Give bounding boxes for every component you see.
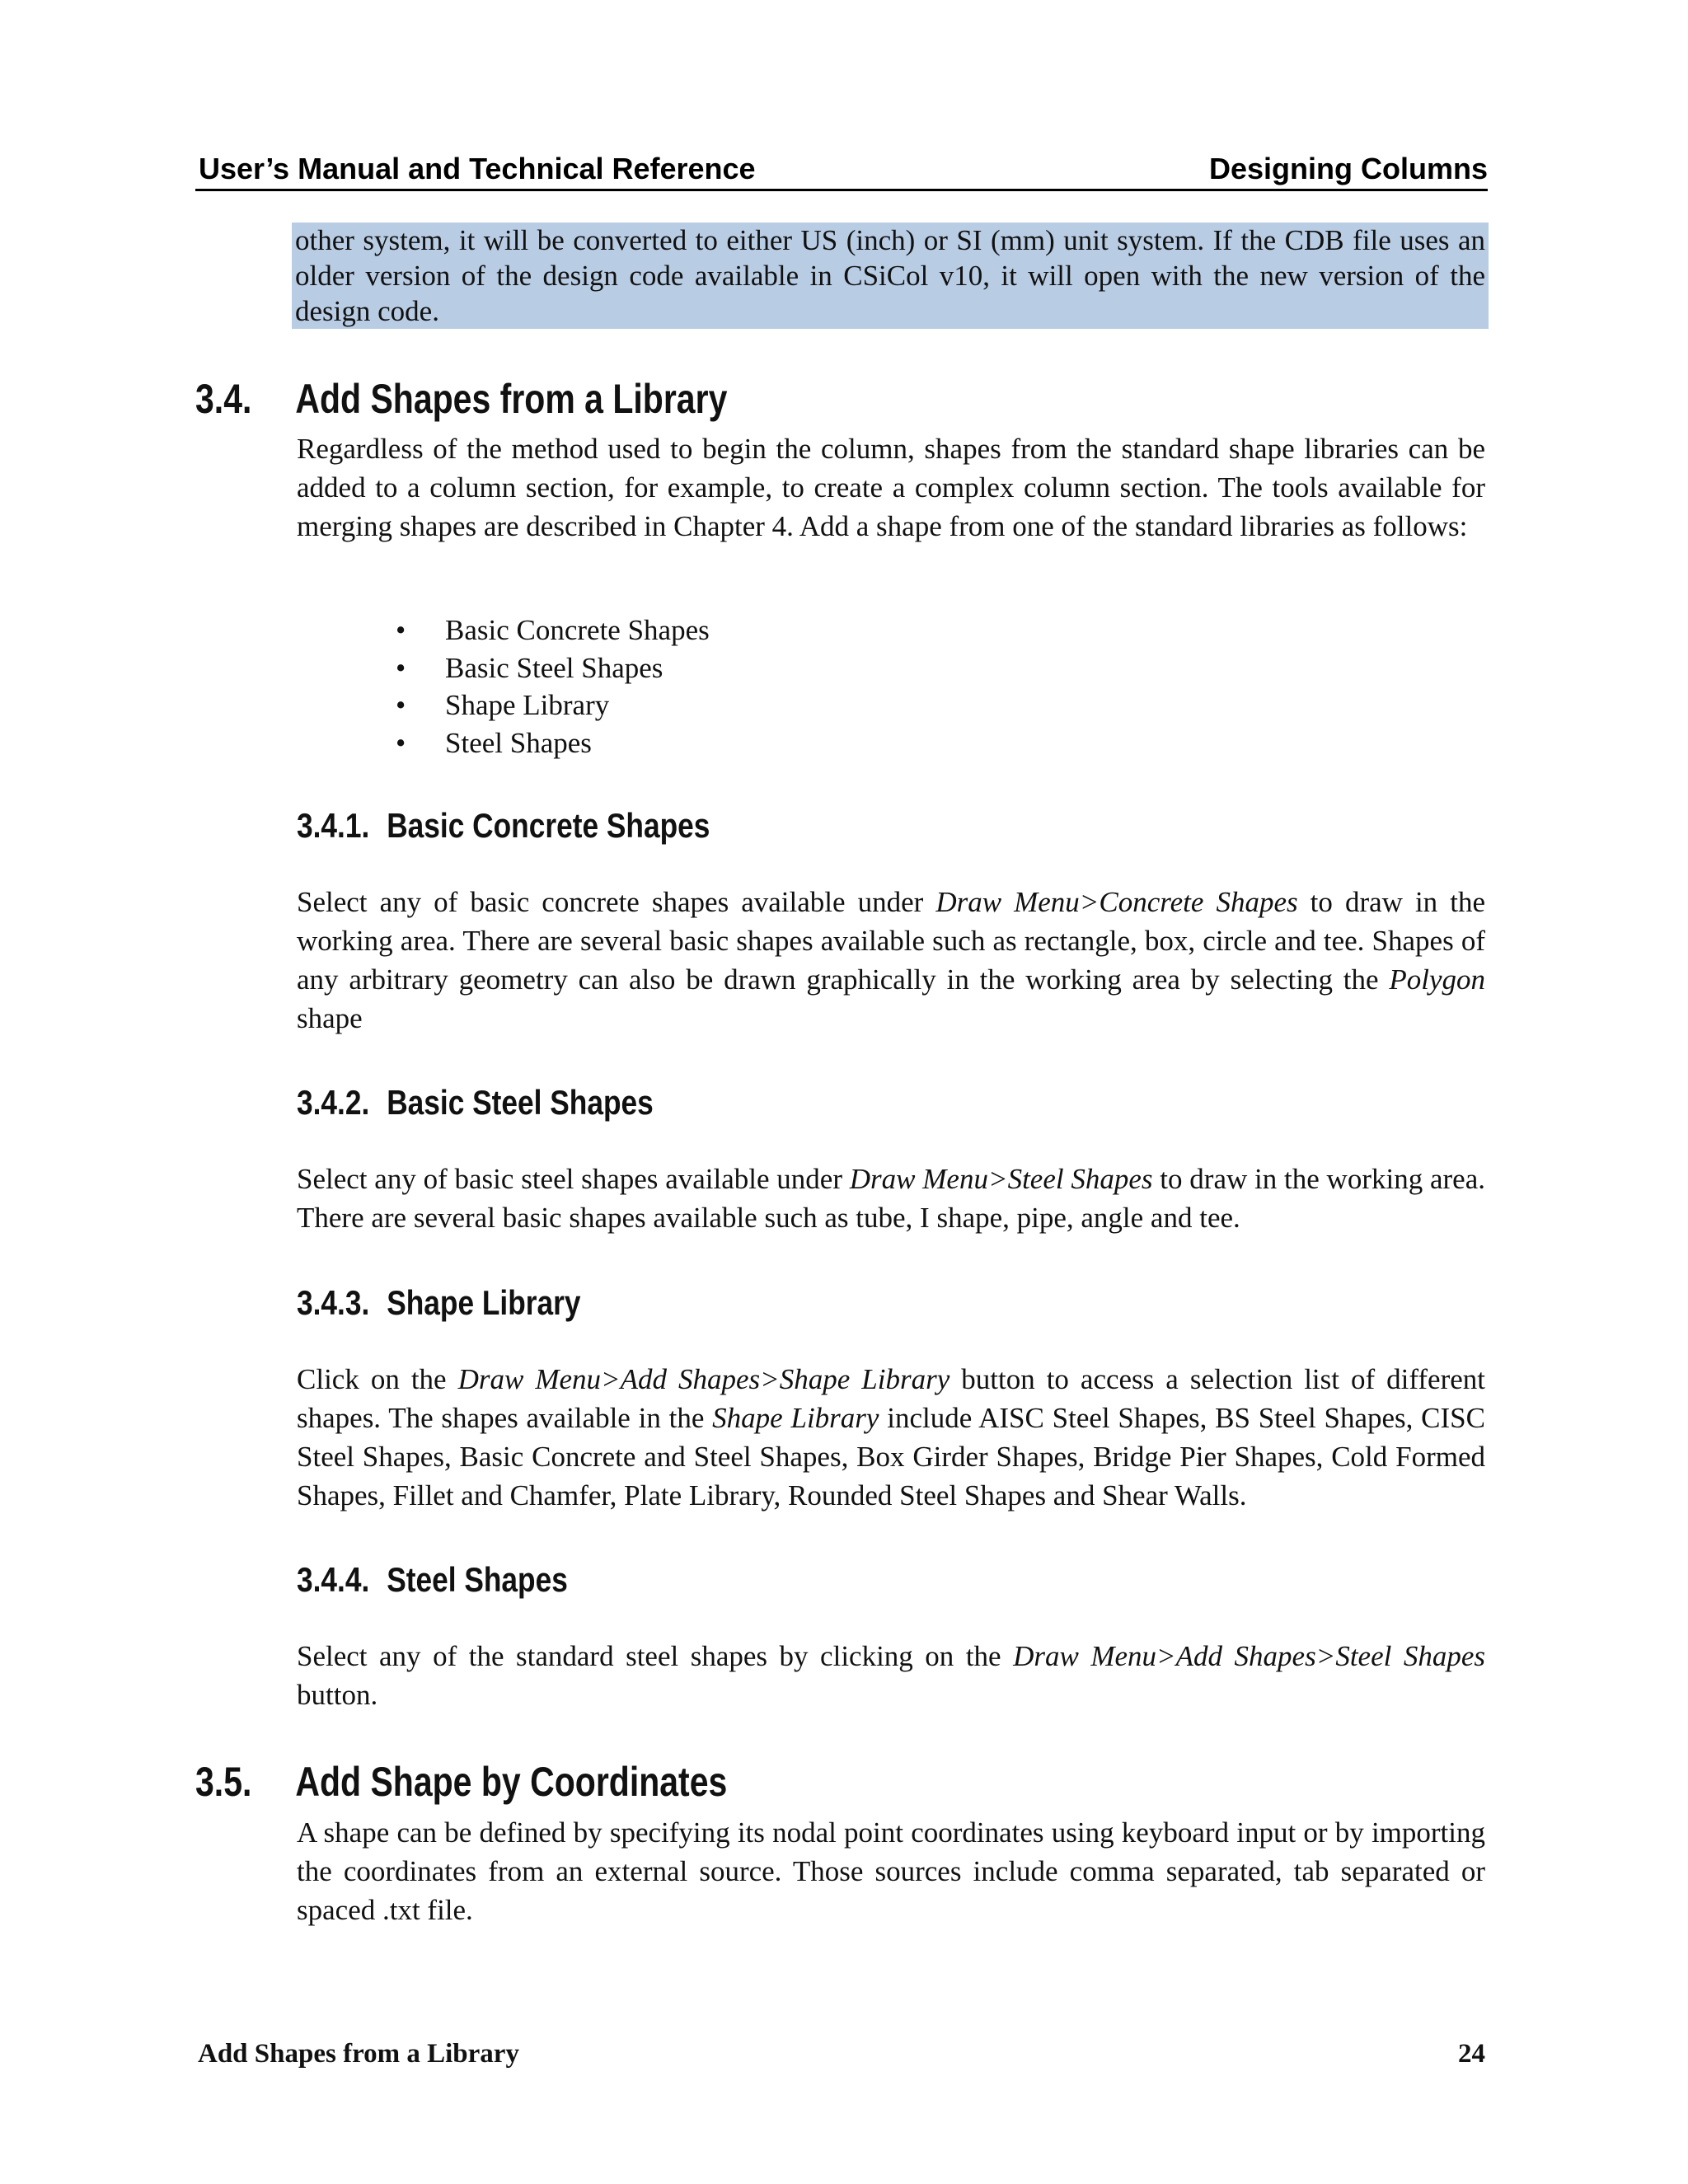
subsection-number: 3.4.4. [297,1560,370,1599]
list-item: • Basic Concrete Shapes [396,612,710,649]
section-3-4-4-paragraph: Select any of the standard steel shapes by clicking on the Draw Menu>Add Shapes>Steel Shapes button. [297,1640,1485,1711]
header-chapter-title: Designing Columns [1208,152,1488,185]
subsection-number: 3.4.1. [297,806,370,845]
section-3-4-3-paragraph: Click on the Draw Menu>Add Shapes>Shape Library button to access a selection list of different shapes. The shapes available in the Shape Library include AISC Steel Shapes, BS Steel Shapes, CISC Steel Shapes, Basic Concrete and Steel Shapes, Box Girder Shapes, Bridge Pier Shapes, Cold Formed Shapes, Fillet and Chamfer, Plate Library, Rounded Steel Shapes and Shear Walls. [297,1363,1485,1511]
footer-section-title: Add Shapes from a Library [198,2039,519,2069]
section-3-4-2-paragraph: Select any of basic steel shapes available under Draw Menu>Steel Shapes to draw in the working area. There are several basic shapes available such as tube, I shape, pipe, angle and tee. [297,1163,1485,1234]
section-title: Add Shape by Coordinates [295,1759,728,1805]
subsection-heading-3-4-2 [297,1083,654,1122]
highlighted-intro-text: other system, it will be converted to either US (inch) or SI (mm) unit system. If the CDB file uses an older version of the design code available in CSiCol v10, it will open with the new version of the design code. [292,223,1489,329]
library-name: Shape Library [712,1402,879,1434]
subsection-title: Shape Library [387,1283,581,1322]
section-3-5-paragraph: A shape can be defined by specifying its nodal point coordinates using keyboard input or by importing the coordinates from an external source. Those sources include comma separated, tab separated or spaced .txt file. [297,1816,1485,1926]
subsection-number: 3.4.2. [297,1083,370,1122]
list-item: • Shape Library [396,687,710,724]
menu-path: Draw Menu>Add Shapes>Shape Library [457,1363,950,1395]
section-title: Add Shapes from a Library [295,376,728,422]
list-item: • Steel Shapes [396,724,710,762]
list-item: • Basic Steel Shapes [396,649,710,687]
subsection-heading-3-4-3 [297,1283,580,1323]
menu-path: Draw Menu>Steel Shapes [849,1163,1153,1195]
section-heading-3-5 [195,1758,727,1806]
subsection-heading-3-4-4 [297,1560,568,1600]
running-header [195,153,1488,191]
shape-name: Polygon [1389,963,1485,996]
shape-source-list [396,612,710,762]
subsection-number: 3.4.3. [297,1283,370,1322]
section-3-4-1-paragraph: Select any of basic concrete shapes available under Draw Menu>Concrete Shapes to draw in the working area. There are several basic shapes available such as rectangle, box, circle and tee. Shapes of any arbitrary geometry can also be drawn graphically in the working area by selecting the Polygon shape [297,886,1485,1034]
section-3-4-paragraph: Regardless of the method used to begin the column, shapes from the standard shape libraries can be added to a column section, for example, to create a complex column section. The tools available for merging shapes are described in Chapter 4. Add a shape from one of the standard libraries as follows: [297,433,1485,542]
subsection-title: Steel Shapes [387,1560,568,1599]
subsection-title: Basic Concrete Shapes [387,806,710,845]
subsection-title: Basic Steel Shapes [387,1083,654,1122]
menu-path: Draw Menu>Concrete Shapes [935,886,1298,918]
subsection-heading-3-4-1 [297,806,710,846]
section-number: 3.5. [195,1759,252,1805]
section-heading-3-4 [195,375,727,423]
menu-path: Draw Menu>Add Shapes>Steel Shapes [1013,1640,1485,1672]
section-number: 3.4. [195,376,252,422]
header-manual-title: User’s Manual and Technical Reference [199,152,756,185]
page-number: 24 [1458,2039,1485,2069]
